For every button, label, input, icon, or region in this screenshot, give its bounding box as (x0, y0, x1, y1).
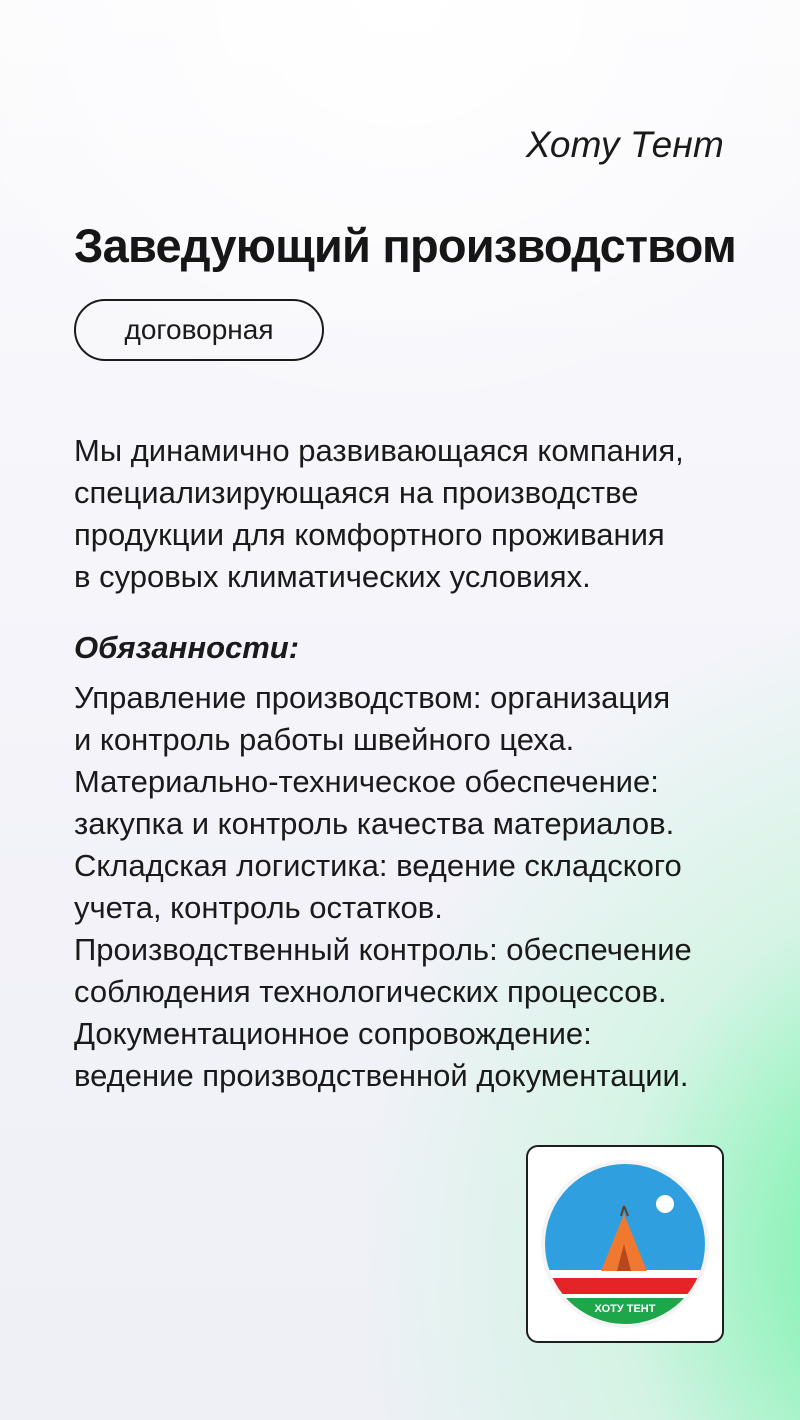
logo-red-band (535, 1278, 715, 1294)
description-line: Мы динамично развивающаяся компания, (74, 433, 684, 468)
logo-text: ХОТУ ТЕНТ (594, 1303, 656, 1315)
vacancy-title: Заведующий производством (74, 219, 736, 272)
duty-line: учета, контроль остатков. (74, 890, 443, 925)
duty-line: Складская логистика: ведение складского (74, 848, 682, 883)
description-line: в суровых климатических условиях. (74, 559, 591, 594)
company-name: Хоту Тент (525, 124, 724, 165)
duty-line: соблюдения технологических процессов. (74, 974, 667, 1009)
duty-line: Управление производством: организация (74, 680, 671, 715)
duties-list (74, 677, 774, 1097)
duty-line: и контроль работы швейного цеха. (74, 722, 575, 757)
company-logo-card (526, 1145, 724, 1343)
duty-line: Материально-техническое обеспечение: (74, 764, 659, 799)
salary-badge (74, 299, 324, 361)
duty-line: ведение производственной документации. (74, 1058, 689, 1093)
description-line: специализирующаяся на производстве (74, 475, 639, 510)
duties-heading: Обязанности: (74, 630, 300, 665)
duty-line: закупка и контроль качества материалов. (74, 806, 675, 841)
description-line: продукции для комфортного проживания (74, 517, 665, 552)
company-description (74, 430, 764, 598)
duty-line: Документационное сопровождение: (74, 1016, 592, 1051)
duty-line: Производственный контроль: обеспечение (74, 932, 692, 967)
salary-label: договорная (124, 314, 274, 345)
logo-moon-icon (656, 1195, 674, 1213)
company-logo (535, 1154, 715, 1334)
